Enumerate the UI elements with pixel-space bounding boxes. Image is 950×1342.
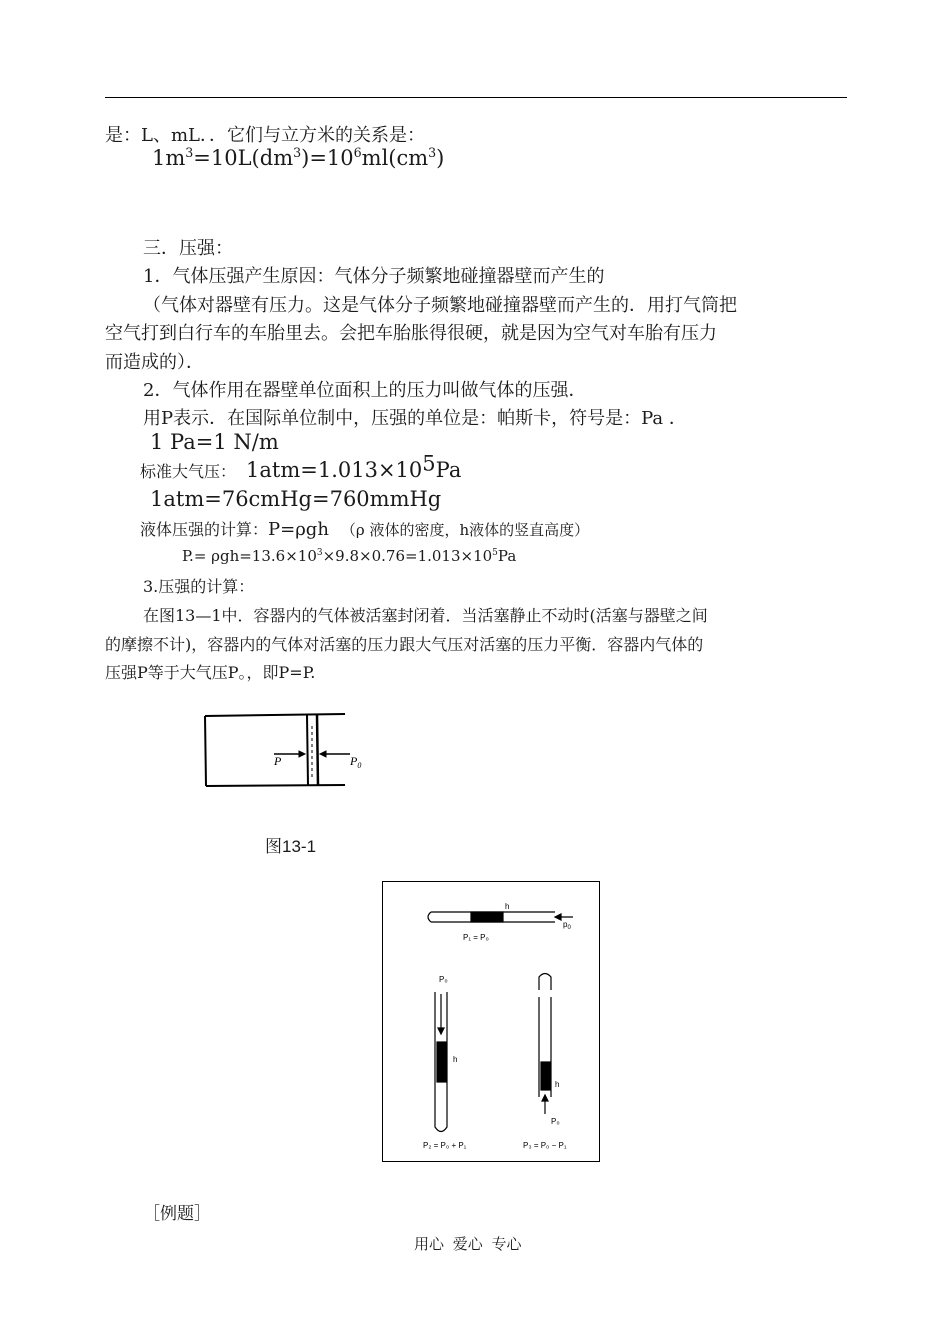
point-2: 2．气体作用在器壁单位面积上的压力叫做气体的压强．	[143, 380, 587, 401]
left-eq: P₂ = P₀ + P₁	[423, 1141, 467, 1150]
page-footer: 用心 爱心 专心	[414, 1235, 522, 1253]
section-heading: 三．压强：	[143, 238, 233, 259]
point-1-note-2: 空气打到白行车的车胎里去。会把车胎胀得很硬，就是因为空气对车胎有压力	[105, 323, 717, 344]
volume-equation: $1m^3=10L(dm^3)=10^6ml(cm^3)$	[152, 145, 445, 170]
label-p: P	[274, 754, 282, 768]
figure-13-1-caption: 图13-1	[265, 837, 317, 856]
point-3-text-2: 的摩擦不计)，容器内的气体对活塞的压力跟大气压对活塞的压力平衡．容器内气体的	[105, 635, 704, 654]
point-1-note-3: 而造成的）．	[105, 352, 204, 373]
header-rule	[105, 97, 847, 98]
units-intro: 是：L、mL．．它们与立方米的关系是：	[105, 125, 425, 146]
left-h: h	[453, 1055, 458, 1064]
right-eq: P₃ = P₀ − P₁	[523, 1141, 567, 1150]
right-p0: P₀	[551, 1117, 560, 1126]
pressure-calculation: $P.= \rho gh=13.6\times 10^3\times 9.8\times 0.76=1.013\times 10^5Pa$	[182, 547, 517, 565]
top-p0: $p_0$	[563, 920, 571, 931]
standard-atmosphere: 标准大气压： $1atm=1.013\times 10^5Pa$	[140, 451, 462, 482]
point-1-note-1: （气体对器壁有压力。这是气体分子频繁地碰撞器壁而产生的．用打气筒把	[143, 295, 737, 316]
point-2-unit: 用P表示．在国际单位制中，压强的单位是：帕斯卡，符号是：Pa ．	[143, 408, 687, 429]
right-h: h	[555, 1080, 560, 1089]
figure-tubes-box	[382, 881, 600, 1162]
example-label: ［例题］	[143, 1204, 211, 1224]
label-p0: $P_0$	[350, 754, 362, 770]
pascal-definition: 1 Pa=1 N/m	[150, 430, 279, 454]
point-1: 1．气体压强产生原因：气体分子频繁地碰撞器壁而产生的	[143, 266, 605, 287]
top-h: h	[505, 902, 510, 911]
point-3: 3.压强的计算：	[143, 577, 255, 596]
point-3-text-3: 压强P等于大气压P。，即P=P.	[105, 663, 316, 682]
top-eq: P₁ = P₀	[463, 933, 489, 942]
liquid-pressure: 液体压强的计算：P=ρgh （ρ 液体的密度，h液体的竖直高度）	[140, 519, 590, 540]
left-p0: P₀	[439, 975, 448, 984]
figure-13-1-piston	[200, 708, 360, 788]
atm-mmhg: 1atm=76cmHg=760mmHg	[150, 487, 442, 511]
point-3-text-1: 在图13—1中．容器内的气体被活塞封闭着．当活塞静止不动时(活塞与器壁之间	[143, 606, 708, 625]
tube-diagrams	[383, 882, 598, 1160]
